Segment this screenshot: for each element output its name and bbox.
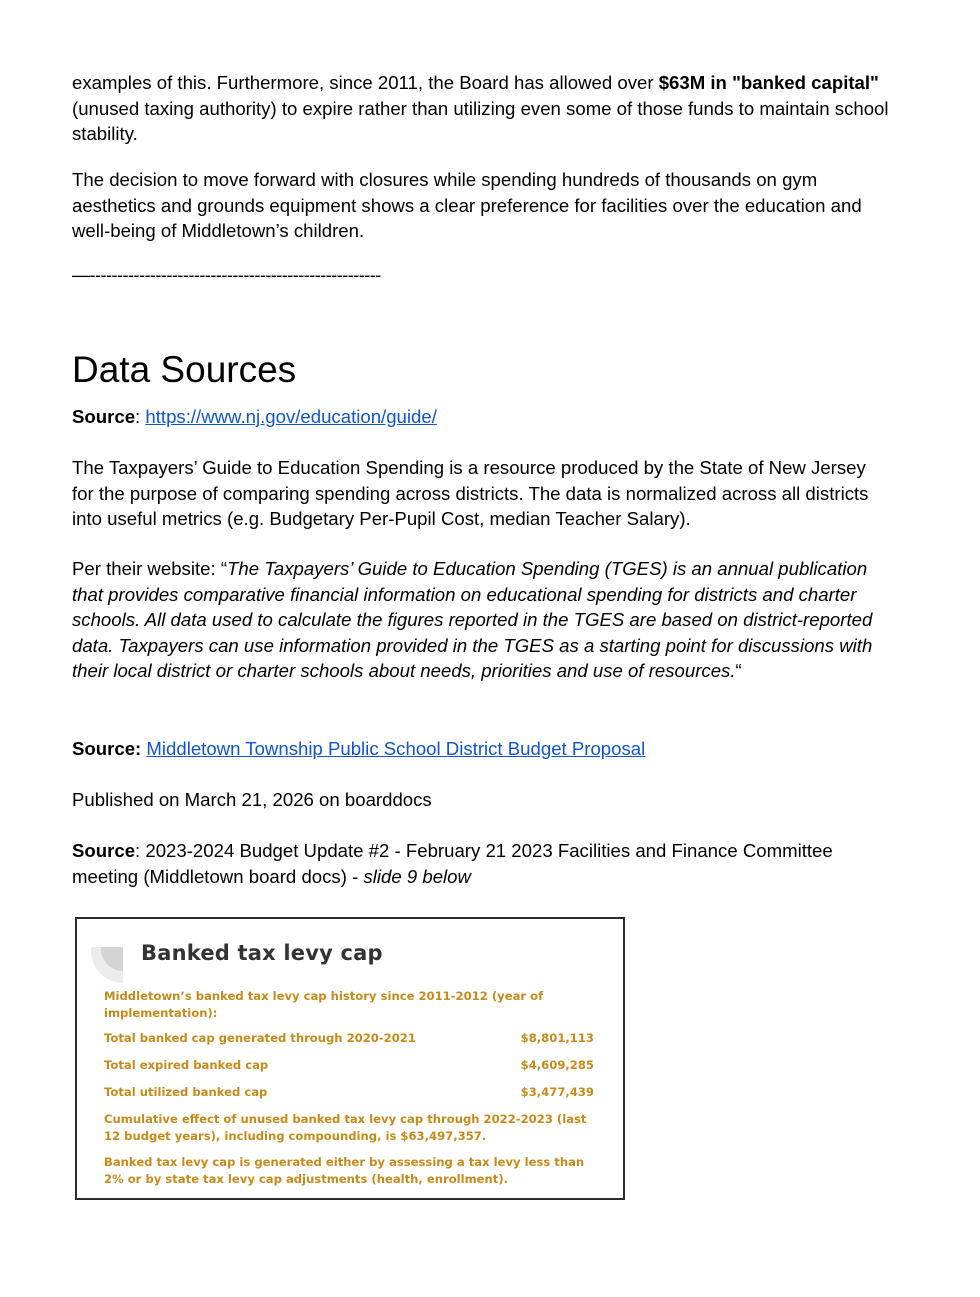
source-budget-proposal [72,736,892,762]
page-title: Data Sources [72,349,297,390]
slide-note: Banked tax levy cap is generated either by assessing a tax levy less than 2% or by state tax levy cap adjustments (health, enrollment). [104,1155,585,1186]
slide-title: Banked tax levy cap [141,941,383,965]
tges-description: The Taxpayers’ Guide to Education Spending is a resource produced by the State of New Jersey for the purpose of comparing spending across districts. The data is normalized across all districts into useful metrics (e.g. Budgetary Per-Pupil Cost, median Teacher Salary). [72,457,869,529]
budget-proposal-link[interactable]: Middletown Township Public School District Budget Proposal [146,738,646,759]
divider-line: —----------------------------------------------------- [72,265,381,285]
source-label: Source [72,840,136,861]
source-label: Source [72,406,136,427]
slide-cumulative: Cumulative effect of unused banked tax levy cap through 2022-2023 (last 12 budget years), including compounding, is $63,497,357. [104,1112,587,1143]
row-label: Total utilized banked cap [104,1085,268,1099]
bold-text: $63M in "banked capital" [658,72,879,93]
quote-end: “ [735,660,742,681]
source-label: Source: [72,738,142,759]
quote-text: The Taxpayers’ Guide to Education Spending (TGES) is an annual publication that provides comparative financial information on educational spending for districts and charter schools. All data used to calculate the figures reported in the TGES are based on district-reported data. Taxpayers can use information provided in the TGES as a starting point for discussions with their local district or charter schools about needs, priorities and use of resources. [72,558,873,681]
tges-link[interactable]: https://www.nj.gov/education/guide/ [145,406,437,427]
separator: : [135,406,146,427]
slide-row [104,1031,594,1045]
published-date: Published on March 21, 2026 on boarddocs [72,789,432,810]
text: examples of this. Furthermore, since 2011, the Board has allowed over [72,72,659,93]
row-value: $4,609,285 [520,1058,594,1072]
paragraph-banked-capital [72,70,892,147]
slide-reference: slide 9 below [363,865,471,887]
quote-intro: Per their website: “ [72,558,228,579]
slide-row [104,1058,594,1072]
row-value: $8,801,113 [520,1031,594,1045]
source-text: : 2023-2024 Budget Update #2 - February 21 2023 Facilities and Finance Committee meeting (Middletown board docs) - [72,840,833,887]
slide-row [104,1085,594,1099]
text: (unused taxing authority) to expire rather than utilizing even some of those funds to maintain school stability. [72,97,889,144]
slide-intro: Middletown’s banked tax levy cap history since 2011-2012 (year of implementation): [104,989,544,1020]
source-tges [72,404,892,430]
row-label: Total expired banked cap [104,1058,269,1072]
row-label: Total banked cap generated through 2020-2021 [104,1031,416,1045]
source-budget-update [72,838,892,889]
quarter-circle-icon [91,947,127,983]
row-value: $3,477,439 [520,1085,594,1099]
slide-image-banked-tax-levy [75,917,625,1200]
tges-quote [72,556,892,684]
paragraph-closures: The decision to move forward with closures while spending hundreds of thousands on gym aesthetics and grounds equipment shows a clear preference for facilities over the education and well-being of Middletown’s children. [72,169,862,241]
